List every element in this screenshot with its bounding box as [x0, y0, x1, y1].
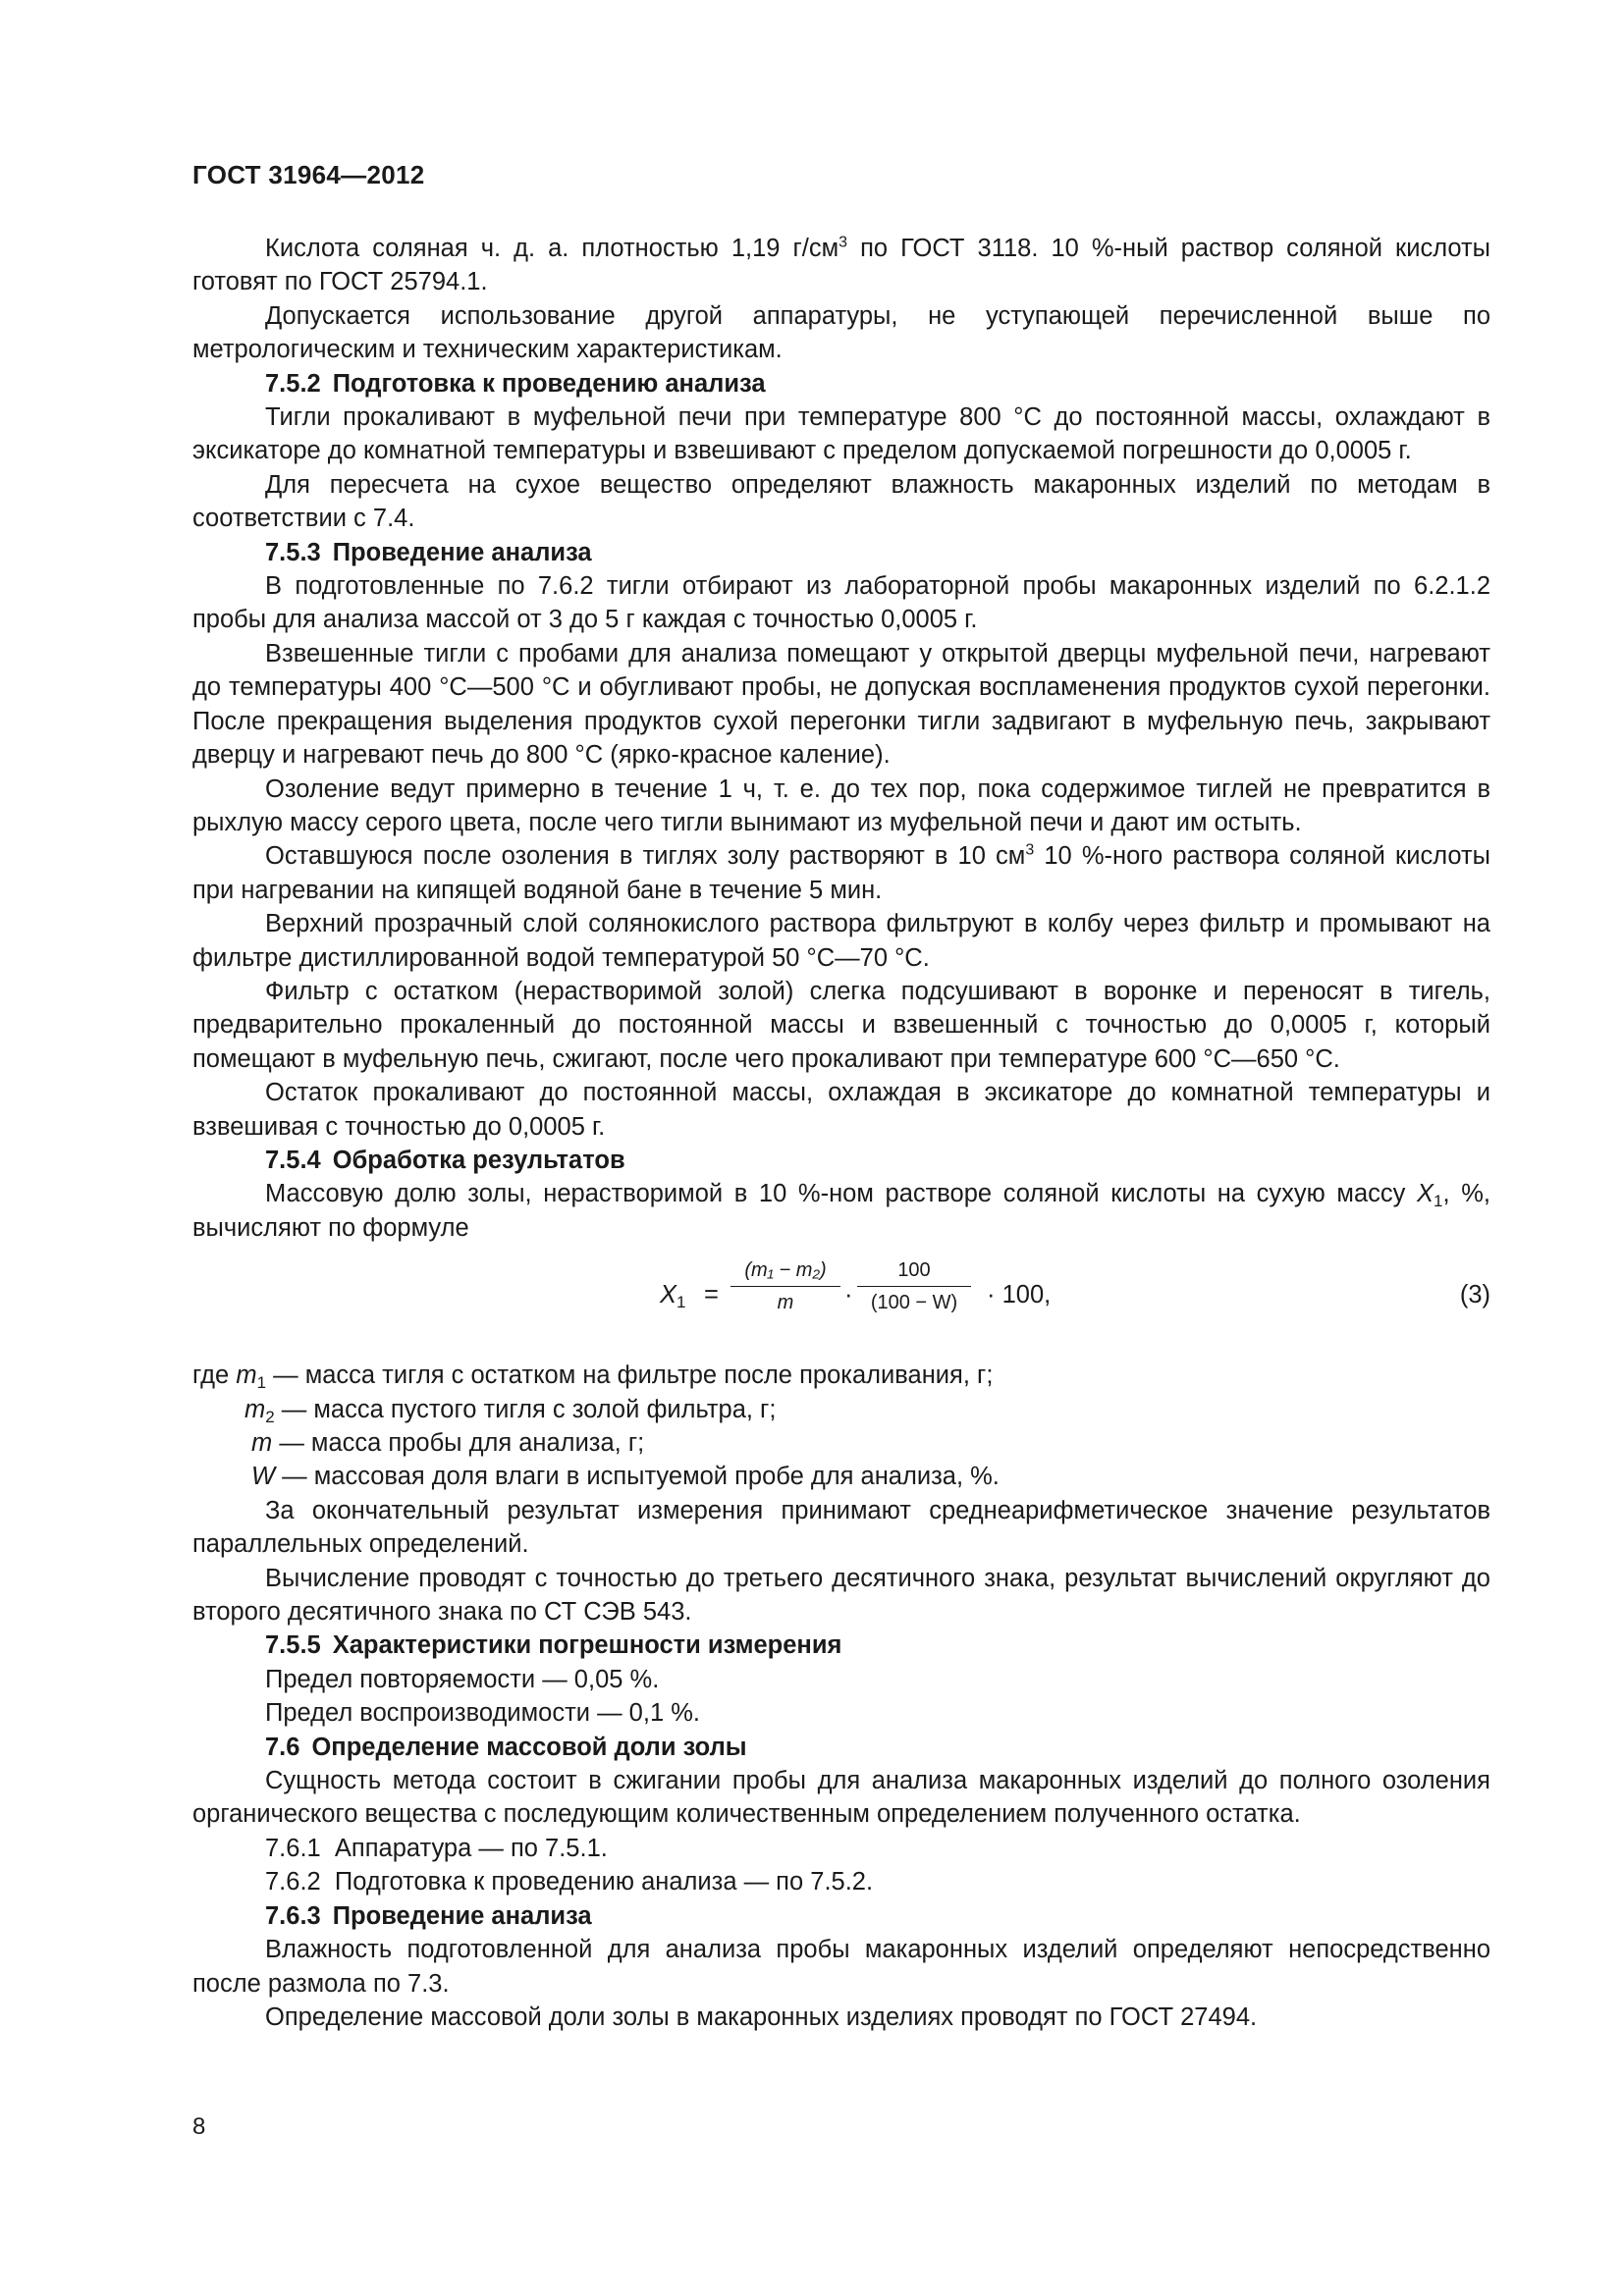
text: где	[192, 1362, 237, 1390]
paragraph: Допускается использование другой аппаратуры, не уступающей перечисленной выше по метрологическим и техническим характеристикам.	[192, 301, 1490, 364]
paragraph: Предел повторяемости — 0,05 %.	[265, 1665, 660, 1693]
fraction-dry-mass	[857, 1258, 971, 1314]
paragraph: Остаток прокаливают до постоянной массы, охлаждая в эксикаторе до комнатной температуры и взвешивая с точностью до 0,0005 г.	[192, 1079, 1490, 1141]
fraction-numerator: 100	[897, 1259, 931, 1282]
section-number: 7.5.4	[265, 1146, 321, 1174]
paragraph: В подготовленные по 7.6.2 тигли отбирают из лабораторной пробы макаронных изделий по 6.2.1.2 пробы для анализа массой от 3 до 5 г каждая с точностью 0,0005 г.	[192, 572, 1490, 634]
text: — масса пустого тигля с золой фильтра, г;	[274, 1395, 777, 1423]
formula-3	[192, 1245, 1490, 1359]
section-number: 7.6.3	[265, 1901, 321, 1930]
variable: m	[244, 1395, 266, 1423]
section-heading-7-5-3	[192, 536, 1490, 569]
subscript: 1	[676, 1293, 686, 1312]
document-body	[192, 232, 1490, 2034]
page-number: 8	[192, 2113, 206, 2140]
paragraph: 7.6.1 Аппаратура — по 7.5.1.	[265, 1834, 608, 1862]
section-heading-7-5-4	[192, 1144, 1490, 1177]
section-title: Обработка результатов	[332, 1146, 625, 1174]
paragraph	[192, 839, 1490, 907]
definition-w	[192, 1460, 1490, 1493]
variable: X	[1417, 1180, 1434, 1208]
paragraph	[192, 232, 1490, 299]
formula-definitions	[192, 1359, 1490, 1494]
fraction-numerator: (m₁ − m₂)	[744, 1259, 827, 1282]
definition-m	[192, 1426, 1490, 1460]
paragraph: 7.6.2 Подготовка к проведению анализа — по 7.5.2.	[265, 1868, 874, 1896]
variable: X	[660, 1281, 677, 1309]
paragraph: Вычисление проводят с точностью до третьего десятичного знака, результат вычислений округляют до второго десятичного знака по СТ СЭВ 543.	[192, 1564, 1490, 1627]
paragraph: Фильтр с остатком (нерастворимой золой) слегка подсушивают в воронке и переносят в тигель, предварительно прокаленный до постоянной массы и взвешенный с точностью до 0,0005 г, который помещают в муфельную печь, сжигают, после чего прокаливают при температуре 600 °С—650 °С.	[192, 977, 1490, 1073]
paragraph: Влажность подготовленной для анализа пробы макаронных изделий определяют непосредственно после размола по 7.3.	[192, 1936, 1490, 1998]
definition-m2	[192, 1393, 1490, 1426]
paragraph: Тигли прокаливают в муфельной печи при температуре 800 °С до постоянной массы, охлаждают в эксикаторе до комнатной температуры и взвешивают с пределом допускаемой погрешности до 0,0005 г.	[192, 403, 1490, 465]
text: 10 %-ного раствора соляной кислоты при нагревании на кипящей водяной бане в течение 5 мин.	[192, 842, 1490, 904]
variable: m	[236, 1362, 257, 1390]
fraction-bar	[857, 1286, 971, 1287]
definition-m1	[192, 1359, 1490, 1392]
section-title: Подготовка к проведению анализа	[332, 369, 766, 398]
text: — масса пробы для анализа, г;	[272, 1429, 645, 1457]
formula-number: (3)	[1459, 1281, 1490, 1309]
superscript: 3	[1025, 841, 1035, 859]
paragraph: Для пересчета на сухое вещество определяют влажность макаронных изделий по методам в соответствии с 7.4.	[192, 470, 1490, 533]
variable: W	[251, 1463, 276, 1491]
formula-lhs	[660, 1278, 685, 1311]
section-number: 7.5.3	[265, 538, 321, 566]
fraction-denominator: (100 − W)	[870, 1292, 958, 1314]
text: — массовая доля влаги в испытуемой пробе для анализа, %.	[275, 1463, 1000, 1491]
formula-tail: · 100,	[987, 1281, 1052, 1309]
paragraph: Озоление ведут примерно в течение 1 ч, т. е. до тех пор, пока содержимое тиглей не превратится в рыхлую массу серого цвета, после чего тигли вынимают из муфельной печи и дают им остыть.	[192, 774, 1490, 836]
section-title: Проведение анализа	[332, 1901, 592, 1930]
paragraph: За окончательный результат измерения принимают среднеарифметическое значение результатов параллельных определений.	[192, 1496, 1490, 1559]
subscript: 1	[256, 1373, 267, 1393]
text: Массовую долю золы, нерастворимой в 10 %-ном растворе соляной кислоты на сухую массу	[265, 1180, 1418, 1208]
variable: m	[251, 1429, 273, 1457]
document-header: ГОСТ 31964—2012	[192, 160, 425, 189]
section-heading-7-6	[192, 1731, 1490, 1764]
paragraph: Определение массовой доли золы в макаронных изделиях проводят по ГОСТ 27494.	[265, 2002, 1258, 2031]
section-title: Характеристики погрешности измерения	[332, 1631, 842, 1660]
section-heading-7-6-3	[192, 1899, 1490, 1933]
subscript: 1	[1434, 1192, 1443, 1211]
equals-sign: =	[704, 1281, 719, 1309]
text: , %, вычисляют по формуле	[192, 1180, 1490, 1242]
paragraph	[192, 1177, 1490, 1245]
section-number: 7.5.2	[265, 369, 321, 398]
section-heading-7-5-2	[192, 367, 1490, 400]
paragraph: Сущность метода состоит в сжигании пробы для анализа макаронных изделий до полного озоления органического вещества с последующим количественным определением полученного остатка.	[192, 1767, 1490, 1829]
text: Кислота соляная ч. д. а. плотностью 1,19 г/см	[265, 235, 839, 262]
fraction-denominator: m	[777, 1292, 794, 1314]
section-title: Определение массовой доли золы	[311, 1733, 747, 1761]
section-number: 7.6	[265, 1733, 300, 1761]
section-title: Проведение анализа	[332, 538, 592, 566]
section-heading-7-5-5	[192, 1629, 1490, 1662]
paragraph: Верхний прозрачный слой солянокислого раствора фильтруют в колбу через фильтр и промывают на фильтре дистиллированной водой температурой 50 °С—70 °С.	[192, 910, 1490, 972]
subscript: 2	[265, 1407, 275, 1426]
paragraph: Взвешенные тигли с пробами для анализа помещают у открытой дверцы муфельной печи, нагревают до температуры 400 °С—500 °С и обугливают пробы, не допуская воспламенения продуктов сухой перегонки. После прекращения выделения продуктов сухой перегонки тигли задвигают в муфельную печь, закрывают дверцу и нагревают печь до 800 °С (ярко-красное каление).	[192, 639, 1490, 770]
text: — масса тигля с остатком на фильтре после прокаливания, г;	[266, 1362, 994, 1390]
section-number: 7.5.5	[265, 1631, 321, 1660]
text: по ГОСТ 3118. 10 %-ный раствор соляной кислоты готовят по ГОСТ 25794.1.	[192, 235, 1491, 296]
superscript: 3	[839, 234, 848, 251]
paragraph: Предел воспроизводимости — 0,1 %.	[265, 1699, 700, 1728]
fraction-bar	[730, 1286, 840, 1287]
fraction-mass-difference	[730, 1258, 840, 1314]
text: Оставшуюся после озоления в тиглях золу растворяют в 10 см	[265, 842, 1026, 871]
multiply-dot: ·	[844, 1281, 853, 1309]
